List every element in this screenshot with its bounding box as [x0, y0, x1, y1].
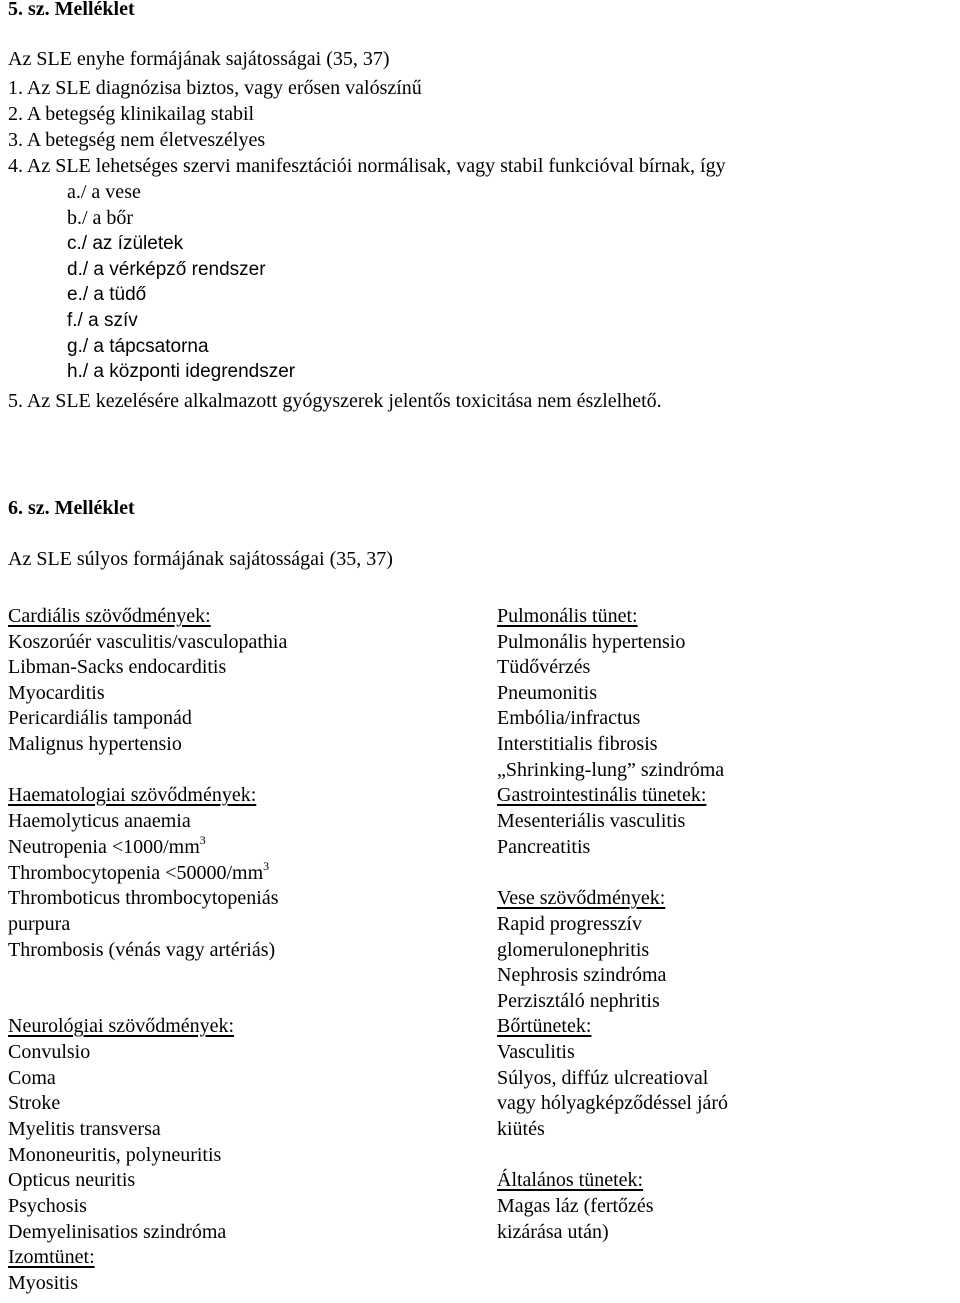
organ-item: g./ a tápcsatorna [67, 336, 209, 357]
skin-item: Súlyos, diffúz ulcreatioval [497, 1067, 709, 1089]
organ-item: f./ a szív [67, 310, 138, 331]
haem-item: Thrombosis (vénás vagy artériás) [8, 939, 276, 961]
renal-item: Nephrosis szindróma [497, 964, 667, 986]
section5-item-1: 1. Az SLE diagnózisa biztos, vagy erősen valószínű [8, 77, 422, 99]
neuro-item: Demyelinisatios szindróma [8, 1221, 227, 1243]
cardiac-item: Pericardiális tamponád [8, 707, 192, 729]
pulm-item: Pulmonális hypertensio [497, 631, 686, 653]
skin-item: Vasculitis [497, 1041, 575, 1063]
section5-item-2: 2. A betegség klinikailag stabil [8, 103, 255, 125]
renal-item: Rapid progresszív [497, 913, 642, 935]
cardiac-item: Myocarditis [8, 682, 105, 704]
neuro-header: Neurológiai szövődmények: [8, 1015, 235, 1037]
skin-header: Bőrtünetek: [497, 1015, 592, 1037]
gi-header: Gastrointestinális tünetek: [497, 784, 707, 806]
skin-item: vagy hólyagképződéssel járó [497, 1092, 729, 1114]
neuro-item: Psychosis [8, 1195, 87, 1217]
haem-item: Thromboticus thrombocytopeniás [8, 887, 279, 909]
neuro-item: Myelitis transversa [8, 1118, 161, 1140]
pulm-item: Interstitialis fibrosis [497, 733, 658, 755]
muscle-header: Izomtünet: [8, 1246, 95, 1268]
organ-item: e./ a tüdő [67, 284, 147, 305]
renal-item: glomerulonephritis [497, 939, 650, 961]
gi-item: Mesenteriális vasculitis [497, 810, 686, 832]
cardiac-header: Cardiális szövődmények: [8, 605, 211, 627]
pulm-item: „Shrinking-lung” szindróma [497, 759, 725, 781]
pulm-item: Pneumonitis [497, 682, 598, 704]
pulm-header: Pulmonális tünet: [497, 605, 638, 627]
section5-heading: 5. sz. Melléklet [8, 0, 135, 20]
haem-item: purpura [8, 913, 71, 935]
general-item: kizárása után) [497, 1221, 609, 1243]
neuro-item: Coma [8, 1067, 56, 1089]
pulm-item: Embólia/infractus [497, 707, 641, 729]
renal-item: Perzisztáló nephritis [497, 990, 660, 1012]
cardiac-item: Koszorúér vasculitis/vasculopathia [8, 631, 288, 653]
organ-item: d./ a vérképző rendszer [67, 259, 266, 280]
neuro-item: Stroke [8, 1092, 61, 1114]
general-item: Magas láz (fertőzés [497, 1195, 654, 1217]
muscle-item: Myositis [8, 1272, 79, 1294]
renal-header: Vese szövődmények: [497, 887, 666, 909]
superscript: 3 [263, 859, 270, 873]
section5-item-3: 3. A betegség nem életveszélyes [8, 129, 266, 151]
organ-item: b./ a bőr [67, 207, 134, 229]
skin-item: kiütés [497, 1118, 545, 1140]
organ-item: c./ az ízületek [67, 233, 184, 254]
organ-item: h./ a központi idegrendszer [67, 361, 296, 382]
section6-heading: 6. sz. Melléklet [8, 497, 135, 519]
neuro-item: Convulsio [8, 1041, 91, 1063]
section5-title: Az SLE enyhe formájának sajátosságai (35, 37) [8, 48, 390, 70]
haem-item: Thrombocytopenia $<50000/mm^3$ [8, 859, 270, 884]
neuro-item: Opticus neuritis [8, 1169, 136, 1191]
cardiac-item: Libman-Sacks endocarditis [8, 656, 227, 678]
section5-final-item: 5. Az SLE kezelésére alkalmazott gyógyszerek jelentős toxicitása nem észlelhető. [8, 390, 662, 412]
haem-item: Neutropenia $<1000/mm^3$ [8, 833, 206, 858]
cardiac-item: Malignus hypertensio [8, 733, 182, 755]
haem-item: Haemolyticus anaemia [8, 810, 191, 832]
general-header: Általános tünetek: [497, 1169, 644, 1191]
pulm-item: Tüdővérzés [497, 656, 591, 678]
gi-item: Pancreatitis [497, 836, 591, 858]
neuro-item: Mononeuritis, polyneuritis [8, 1144, 222, 1166]
haem-header: Haematologiai szövődmények: [8, 784, 257, 806]
superscript: 3 [199, 833, 206, 847]
section5-item-4: 4. Az SLE lehetséges szervi manifesztációi normálisak, vagy stabil funkcióval bírnak, így [8, 155, 726, 177]
organ-item: a./ a vese [67, 181, 141, 203]
section6-title: Az SLE súlyos formájának sajátosságai (35, 37) [8, 548, 393, 570]
